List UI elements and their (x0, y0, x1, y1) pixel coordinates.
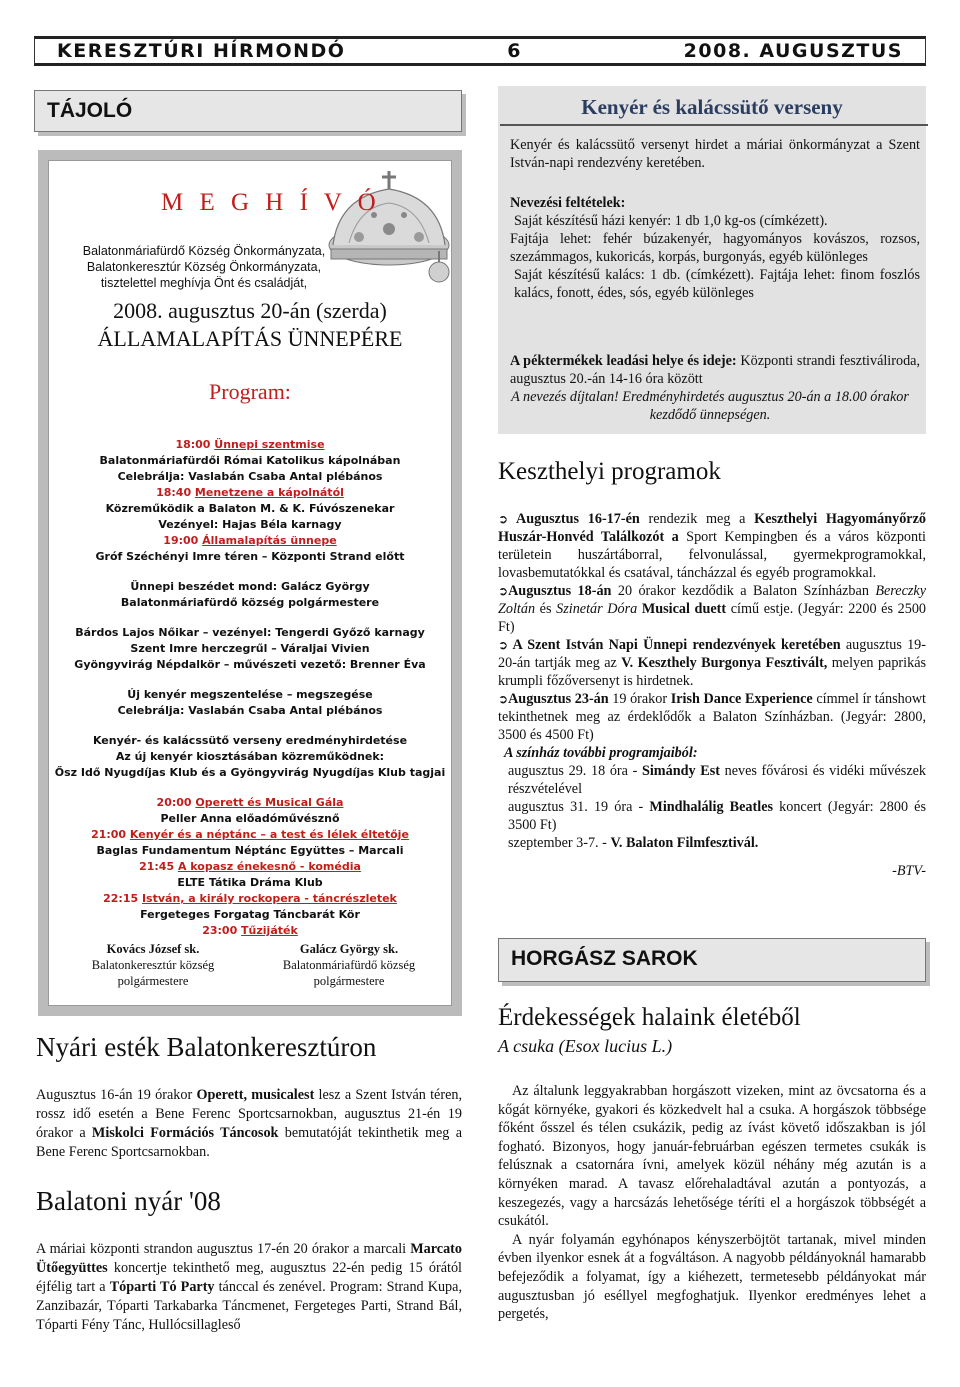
invitation-hosts: Balatonmáriafürdő Község Önkormányzata, Balatonkeresztúr Község Önkormányzata, tisztelettel meghívja Önt és családját, (82, 244, 326, 290)
kenyer-place: A péktermékek leadási helye és ideje: Központi strandi fesztiváliroda, augusztus 20.-án 14-16 óra között A nevezés díjtalan! Eredményhirdetés augusztus 20-án a 18.00 órakor kezdődő ünnepségen. (510, 353, 921, 423)
invitation-date: 2008. augusztus 20-án (szerda) ÁLLAMALAPÍTÁS ÜNNEPÉRE (97, 298, 403, 351)
horgasz-subtitle: A csuka (Esox lucius L.) (498, 1036, 673, 1056)
program-list: 18:00 Ünnepi szentmise Balatonmáriafürdői Római Katolikus kápolnában Celebrálja: Vaslabán Csaba Antal plébános 18:40 Menetzene a kápolnától Közreműködik a Balaton M. & K. Fúvószenekar Vezényel: Hajas Béla karnagy 19:00 Államalapítás ünnepe Gróf Széchényi Imre téren – Központi Strand előtt Ünnepi beszédet mond: Galácz György Balatonmáriafürdő község polgármestere Bárdos Lajos Nőikar – vezényel: Tengerdi Győző karnagy Szent Imre herczegrűl – Váraljai Vivien Gyöngyvirág Népdalkör – művészeti vezető: Brenner Éva Új kenyér megszentelése – megszegése Celebrálja: Vaslabán Csaba Antal plébános Kenyér- és kalácssütő verseny eredményhirdetése Az új kenyér kiosztásában közreműködnek: Ősz Idő Nyugdíjas Klub és a Gyöngyvirág Nyugdíjas Klub tagjai 20:00 Operett és Musical Gála Peller Anna előadóművésznő 21:00 Kenyér és a néptánc – a test és lélek éltetője Baglas Fundamentum Néptánc Együttes – Marcali 21:45 A kopasz énekesnő - komédia ELTE Tátika Dráma Klub 22:15 István, a király rockopera - táncrészletek Fergeteges Forgatag Táncbarát Kör 23:00 Tűzijáték (54, 438, 446, 937)
section-label-tajolo: TÁJOLÓ (34, 90, 462, 132)
balatoni-title: Balatoni nyár '08 (36, 1186, 221, 1216)
program-title: Program: (209, 379, 291, 404)
kenyer-conditions: Nevezési feltételek: Saját készítésű házi kenyér: 1 db 1,0 kg-os (címkézett). Fajtája lehet: fehér búzakenyér, hagyományos kovászos, rozsos, szezámmagos, kukoricás, korpás, burgonyás, egyéb különleges Saját készítésű kalács: 1 db. (címkézett). Fajtája lehet: finom foszlós kalács, fonott, édes, sós, egyéb különleges (510, 195, 920, 301)
signature-left: Kovács József sk. Balatonkeresztúr község polgármestere (91, 942, 215, 988)
horgasz-text: Az általunk leggyakrabban horgászott vizeken, mint az övcsatorna és a kőgát környéke, gyakori és közkedvelt hal a csuka. A horgászok többsége főként ősszel és télen csukázik, pedig az ívást követő időszakban is jól fogható. Bizonyos, hogy január-februárban egészen termetes csukák is felúsznak a csatornára ívni, amelyek közül néhány még azután is a környéken marad. A tavasz előrehaladtával azután a pontyozás, a keszegezés, vagy a harcsázás lehetősége téríti el a horgászok többségét a csukától. A nyár folyamán egyhónapos kényszerböjtöt tartanak, mivel minden évben ilyenkor esnek át a fogváltáson. A nagyobb példányoknál hamarabb befejeződik a folyamat, így a kiéhezett, termetesebb példányokat már augusztusban jó eséllyel megfoghatjuk. Ilyenkor eredményes lehet a pergetés, (498, 1083, 926, 1323)
paper-name: KERESZTÚRI HÍRMONDÓ (57, 40, 346, 62)
section-label-horgasz: HORGÁSZ SAROK (498, 938, 926, 982)
keszthely-title: Keszthelyi programok (498, 458, 721, 485)
masthead (34, 36, 926, 66)
balatoni-text: A máriai központi strandon augusztus 17-én 20 órakor a marcali Marcato Ütőegyüttes koncertje tekinthető meg, augusztus 22-én pedig 15 órától éjfélig tart a Tóparti Tó Party tánccal és zenével. Program: Strand Kupa, Zanzibazár, Tóparti Tarkabarka Táncmenet, Fergeteges Parti, Strand Bál, Tóparti Fény Tánc, Hullócsillagleső (36, 1241, 462, 1333)
invitation-title: M E G H Í V Ó (161, 189, 381, 216)
nyari-title: Nyári esték Balatonkeresztúron (36, 1032, 377, 1062)
nyari-text: Augusztus 16-án 19 órakor Operett, musicalest lesz a Szent István téren, rossz idő esetén a Bene Ferenc Sportcsarnokban, augusztus 21-én 19 órakor a Miskolci Formációs Táncosok bemutatóját tekinthetik meg a Bene Ferenc Sportcsarnokban. (36, 1087, 463, 1160)
keszthely-text: ➲ Augusztus 16-17-én rendezik meg a Keszthelyi Hagyományőrző Huszár-Honvéd Találkozót a Sport Kempingben és a város központi területein huszártáborral, felvonulással, gyermekprogramokkal, lovasbemutatókkal és csatával, táncházzal és egyéb programokkal. ➲Augusztus 18-án 20 órakor kezdődik a Balaton Színházban Bereczky Zoltán és Szinetár Dóra Musical duett című estje. (Jegyár: 2200 és 2500 Ft) ➲ A Szent István Napi Ünnepi rendezvények keretében augusztus 19-20-án tartják meg az V. Keszthely Burgonya Fesztivált, melyen paprikás krumpli főzőversenyt is hirdetnek. ➲Augusztus 23-án 19 órakor Irish Dance Experience címmel ír tánshowt tekinthetnek meg az érdeklődők a Balaton Színházban. (Jegyár: 2800, 3500 és 4500 Ft) A színház további programjaiból: augusztus 29. 18 óra - Simándy Est neves fővárosi és vidéki művészek részvételével augusztus 31. 19 óra - Mindhalálig Beatles koncert (Jegyár: 2800 és 3500 Ft) szeptember 3-7. - V. Balaton Filmfesztivál. -BTV- (498, 511, 927, 879)
invitation-frame (38, 150, 462, 1016)
signature-right: Galácz György sk. Balatonmáriafürdő község polgármestere (282, 942, 416, 988)
panel-divider (500, 124, 928, 126)
horgasz-title: Érdekességek halaink életéből (498, 1004, 801, 1031)
kenyer-title: Kenyér és kalácssütő verseny (581, 95, 843, 119)
issue-date: 2008. AUGUSZTUS (683, 40, 903, 62)
kenyer-intro: Kenyér és kalácssütő versenyt hirdet a máriai önkormányzat a Szent István-napi rendezvény keretében. (510, 137, 920, 171)
page-number: 6 (507, 40, 522, 62)
